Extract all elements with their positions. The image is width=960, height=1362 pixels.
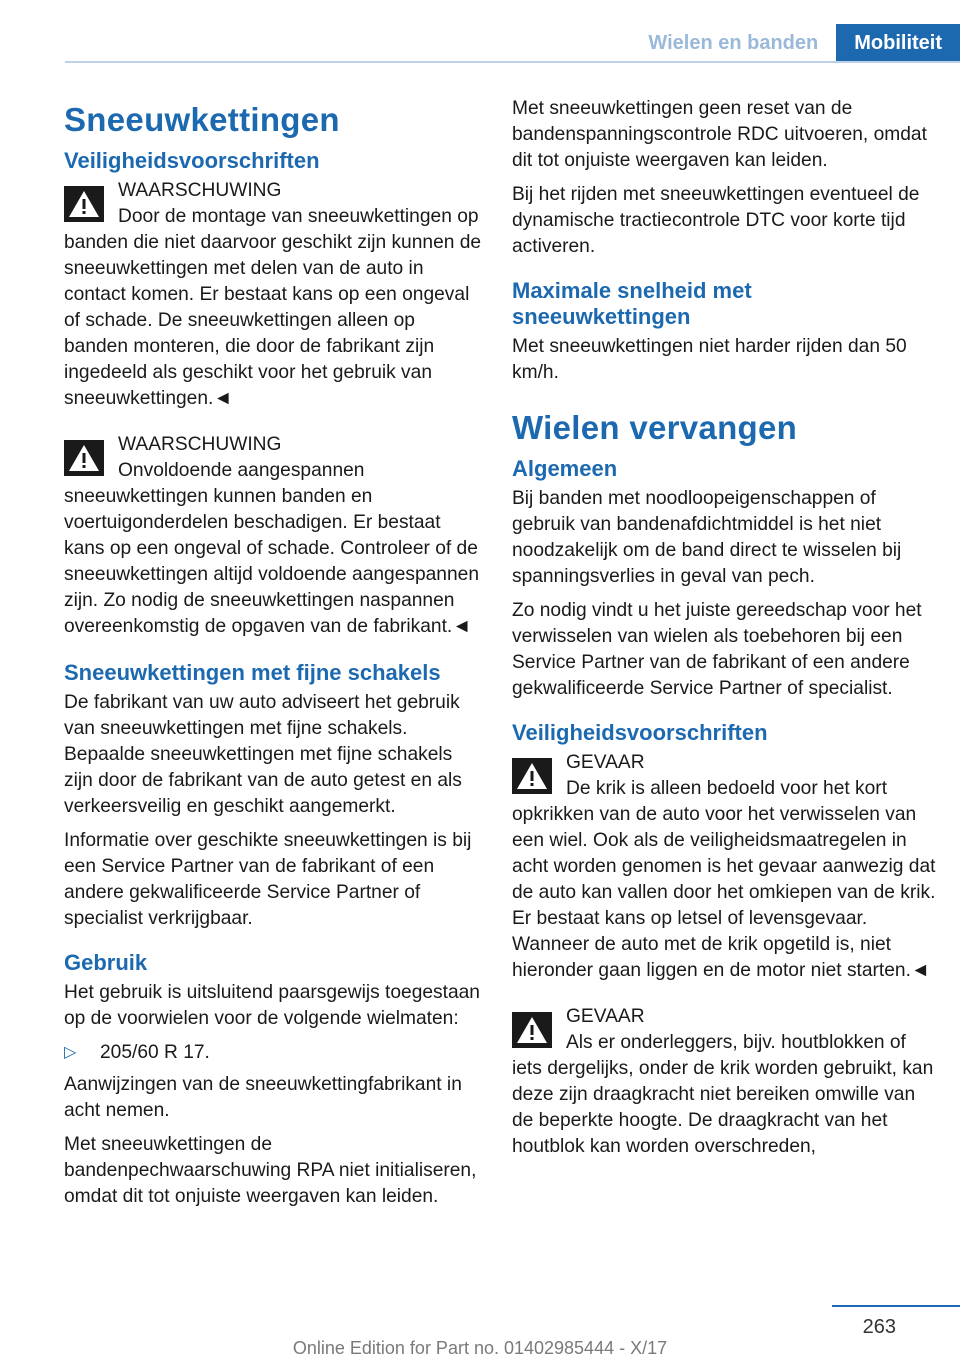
danger-label: GEVAAR [566,752,645,773]
warning-block [64,178,482,412]
section-heading-safety: Veiligheidsvoorschriften [512,720,768,745]
danger-label: GEVAAR [566,1006,645,1027]
header-rule [65,61,960,63]
edition-footer: Online Edition for Part no. 01402985444 - X/17 [292,1338,668,1358]
danger-block [512,1004,936,1160]
paragraph: Zo nodig vindt u het juiste gereedschap voor het verwisselen van wielen als toebehoren bij een Service Partner van de fabrikant of een andere gekwalificeerde Service Partner of specialist. [512,600,922,699]
warning-icon [512,1012,552,1048]
tab-wielen-en-banden[interactable]: Wielen en banden [648,32,819,54]
header-tabs [630,24,960,62]
warning-label: WAARSCHUWING [118,180,282,201]
section-heading-general: Algemeen [512,456,618,481]
section-heading-max-speed: Maximale snelheid met sneeuwkettingen [512,278,752,329]
warning-label: WAARSCHUWING [118,434,282,455]
wheel-size-list [64,1040,482,1066]
paragraph: Met sneeuwkettingen geen reset van de bandenspanningscontrole RDC uitvoeren, omdat dit tot onjuiste weergaven kan leiden. [512,98,927,171]
danger-text: Als er onderleggers, bijv. houtblokken of iets dergelijks, onder de krik worden gebruikt, kan deze zijn draagkracht niet bereiken omwille van de beperkte hoogte. De draagkracht van het houtblok kan worden overschreden, [512,1032,934,1157]
paragraph: De fabrikant van uw auto adviseert het gebruik van sneeuwkettingen met fijne schakels. Bepaalde sneeuwkettingen met fijne schakels zijn door de fabrikant van de auto getest en als verkeersveilig en geschikt aangemerkt. [64,692,462,817]
paragraph: Bij het rijden met sneeuwkettingen eventueel de dynamische tractiecontrole DTC voor korte tijd activeren. [512,184,920,257]
page-title: Sneeuwkettingen [64,101,340,138]
warning-block [64,432,482,640]
warning-text: Door de montage van sneeuwkettingen op banden die niet daarvoor geschikt zijn kunnen de sneeuwkettingen met delen van de auto in contact komen. Er bestaat kans op een ongeval of schade. De sneeuwkettingen alleen op banden monteren, die door de fabrikant zijn ingedeeld als geschikt voor het gebruik van sneeuwkettingen.◄ [64,206,482,409]
list-item [64,1040,482,1066]
paragraph: Aanwijzingen van de sneeuwkettingfabrikant in acht nemen. [64,1074,462,1121]
right-column [512,96,936,1160]
danger-text: De krik is alleen bedoeld voor het kort opkrikken van de auto voor het verwisselen van een wiel. Ook als de veiligheidsmaatregelen in acht worden genomen is het gevaar aanwezig dat de auto kan vallen door het omkiepen van de krik. Er bestaat kans op letsel of levensgevaar. Wanneer de auto met de krik opgetild is, niet hieronder gaan liggen en de motor niet starten.◄ [512,778,936,981]
page-number: 263 [862,1316,896,1338]
triangle-bullet-icon: ▷ [64,1044,77,1061]
paragraph: Met sneeuwkettingen niet harder rijden dan 50 km/h. [512,336,907,383]
list-item-text: 205/60 R 17. [100,1042,210,1063]
paragraph: Het gebruik is uitsluitend paarsgewijs toegestaan op de voorwielen voor de volgende wielmaten: [64,982,480,1029]
warning-text: Onvoldoende aangespannen sneeuwkettingen kunnen banden en voertuigonderdelen beschadigen. Er bestaat kans op een ongeval of schade. Controleer of de sneeuwkettingen altijd voldoende aangespannen zijn. Zo nodig de sneeuwkettingen naspannen overeenkomstig de opgaven van de fabrikant.◄ [64,460,479,637]
paragraph: Informatie over geschikte sneeuwkettingen is bij een Service Partner van de fabrikant of een andere gekwalificeerde Service Partner of specialist verkrijgbaar. [64,830,472,929]
tab-mobiliteit[interactable]: Mobiliteit [836,24,960,62]
section-heading-use: Gebruik [64,950,148,975]
danger-block [512,750,936,984]
warning-icon [512,758,552,794]
warning-icon [64,186,104,222]
footer-rule [832,1305,960,1307]
section-heading-fine-chains: Sneeuwkettingen met fijne schakels [64,660,441,685]
section-heading-safety: Veiligheidsvoorschriften [64,148,320,173]
paragraph: Met sneeuwkettingen de bandenpechwaarschuwing RPA niet initialiseren, omdat dit tot onjuiste weergaven kan leiden. [64,1134,477,1207]
paragraph: Bij banden met noodloopeigenschappen of gebruik van bandenafdichtmiddel is het niet noodzakelijk om de band direct te wisselen bij spanningsverlies in geval van pech. [512,488,902,587]
left-column [64,96,482,1218]
warning-icon [64,440,104,476]
chapter-title: Wielen vervangen [512,409,798,446]
